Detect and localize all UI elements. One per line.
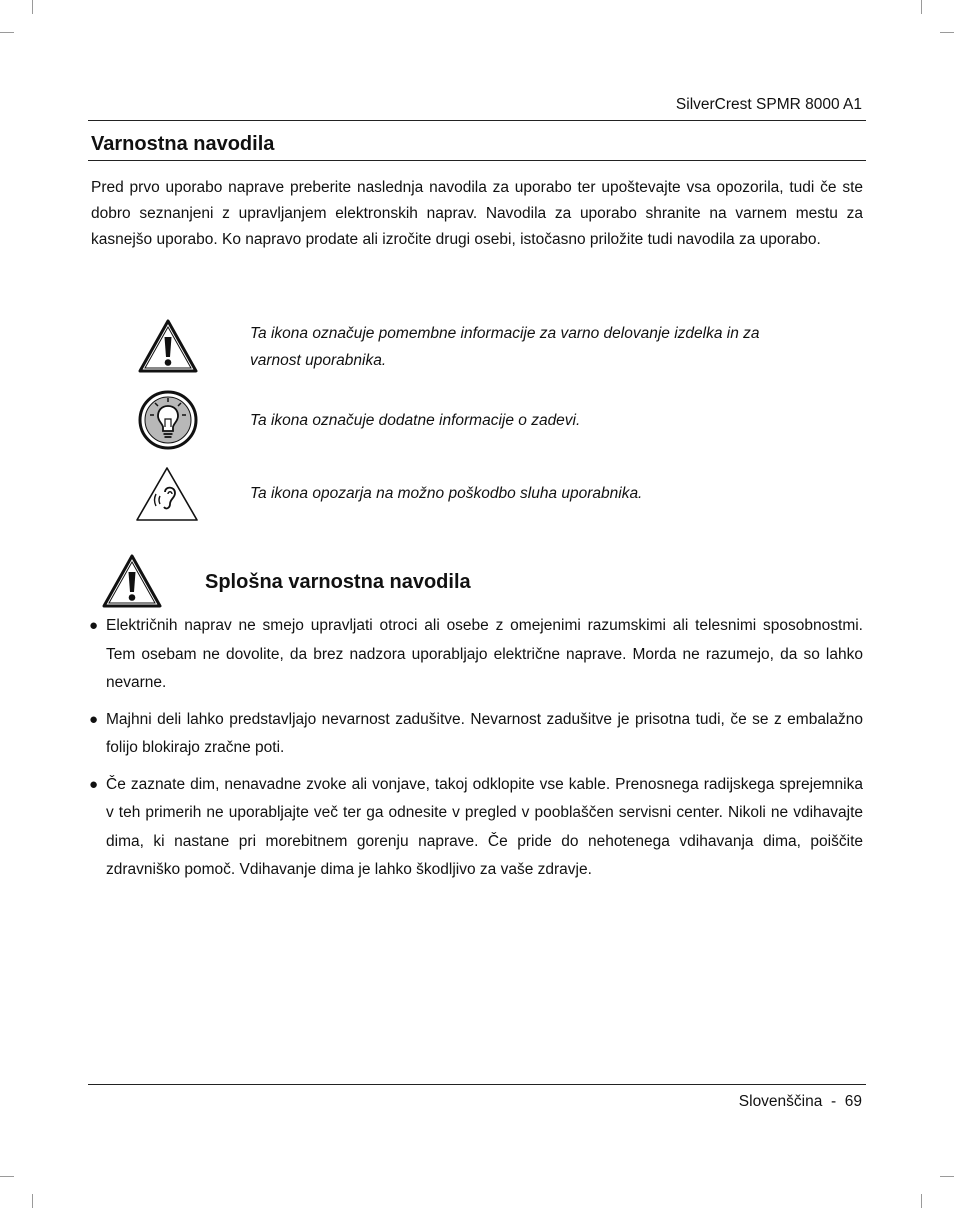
icon-description-hearing: Ta ikona opozarja na možno poškodbo sluha uporabnika. [250,485,643,502]
header-product-name: SilverCrest SPMR 8000 A1 [675,96,862,113]
safety-bullet-list [89,612,863,893]
bullet-text: Majhni deli lahko predstavljajo nevarnost zadušitve. Nevarnost zadušitve je prisotna tudi, če se z embalažno folijo blokirajo zračne poti. [106,710,863,756]
bullet-text: Če zaznate dim, nenavadne zvoke ali vonjave, takoj odklopite vse kable. Prenosnega radijskega sprejemnika v teh primerih ne uporabljajte več ter ga odnesite v pregled v pooblaščen servisni center. Nikoli ne vdihavajte dima, ki nastane pri morebitnem gorenju naprave. Če pride do nehotenega vdihavanja dima, poiščite zdravniško pomoč. Vdihavanje dima je lahko škodljivo za vaše zdravje. [106,775,863,878]
list-item [89,771,863,885]
crop-mark [940,1176,954,1177]
bullet-dot-icon: ● [89,617,99,634]
list-item [89,706,863,763]
bullet-dot-icon: ● [89,710,99,728]
crop-mark [940,32,954,33]
warning-triangle-icon [137,318,199,374]
icon-text-line: varnost uporabnika. [250,352,387,369]
crop-mark [921,1194,922,1208]
footer-page-label: Slovenščina - 69 [738,1093,862,1110]
icon-description-info: Ta ikona označuje dodatne informacije o zadevi. [250,412,581,429]
section-title-general-safety: Splošna varnostna navodila [205,571,471,593]
ear-hearing-warning-icon [135,466,199,522]
crop-mark [32,1194,33,1208]
icon-description-warning [250,320,850,374]
crop-mark [0,32,14,33]
bullet-dot-icon: ● [89,775,99,793]
header-rule [88,120,866,121]
list-item [89,612,863,698]
title-rule [88,160,866,161]
footer-rule [88,1084,866,1085]
crop-mark [32,0,33,14]
bullet-text: Električnih naprav ne smejo upravljati otroci ali osebe z omejenimi razumskimi ali telesnimi sposobnostmi. Tem osebam ne dovolite, da brez nadzora uporabljajo električne naprave. Morda ne razumejo, da so lahko nevarne. [106,617,863,691]
icon-text-line: Ta ikona označuje pomembne informacije za varno delovanje izdelka in za [250,325,760,342]
lightbulb-icon [137,389,199,451]
intro-paragraph: Pred prvo uporabo naprave preberite naslednja navodila za uporabo ter upoštevajte vsa opozorila, tudi če ste dobro seznanjeni z upravljanjem elektronskih naprav. Navodila za uporabo shranite na varnem mestu za kasnejšo uporabo. Ko napravo prodate ali izročite drugi osebi, istočasno priložite tudi navodila za uporabo. [91,179,863,248]
crop-mark [0,1176,14,1177]
section-title-safety: Varnostna navodila [91,133,275,155]
warning-triangle-icon [101,553,163,609]
crop-mark [921,0,922,14]
